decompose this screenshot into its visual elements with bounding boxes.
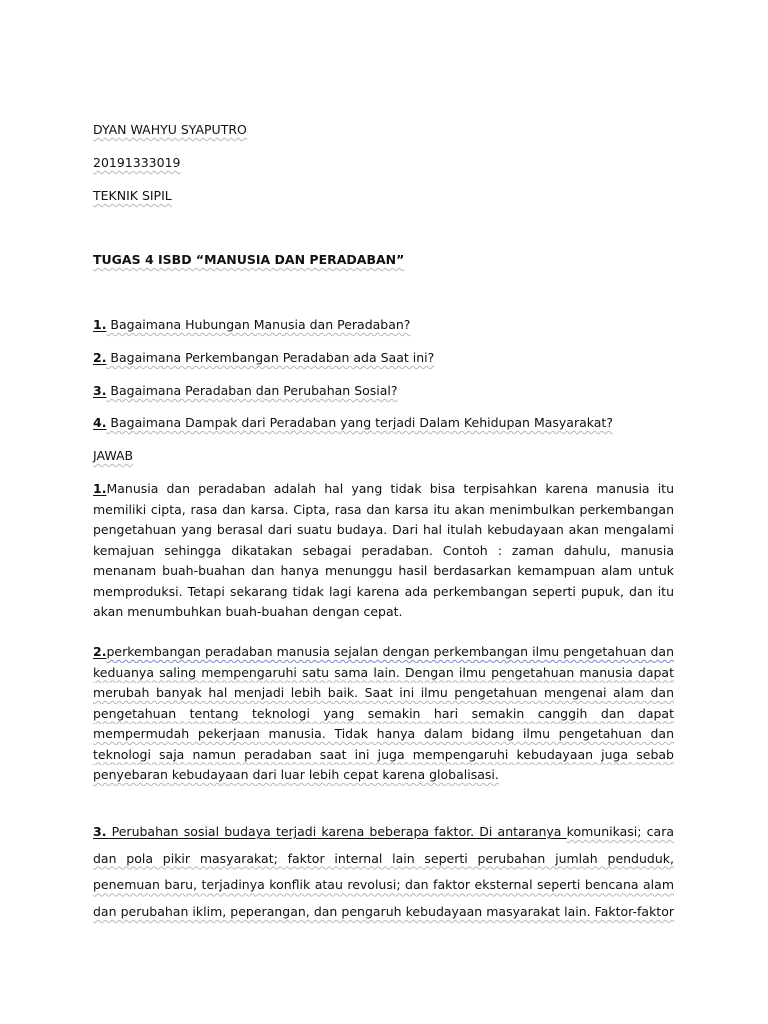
assignment-title: TUGAS 4 ISBD “MANUSIA DAN PERADABAN” (93, 252, 405, 267)
paragraph-line: kemajuan sehingga dikatakan sebagai peradaban. Contoh : zaman dahulu, manusia (93, 542, 674, 558)
paragraph-line: keduanya saling mempengaruhi satu sama lain. Dengan ilmu pengetahuan manusia dapat (93, 664, 674, 680)
paragraph-line: 2.perkembangan peradaban manusia sejalan dengan perkembangan ilmu pengetahuan dan (93, 644, 674, 659)
paragraph-line: 1.Manusia dan peradaban adalah hal yang tidak bisa terpisahkan karena manusia itu (93, 481, 674, 496)
paragraph-line: memproduksi. Tetapi sekarang tidak lagi karena ada perkembangan seperti pupuk, dan itu (93, 583, 674, 599)
answer-3-paragraph (93, 819, 674, 926)
department: TEKNIK SIPIL (93, 188, 172, 203)
question-text: Bagaimana Peradaban dan Perubahan Sosial? (106, 383, 398, 398)
answer-label: JAWAB (93, 448, 134, 463)
author-name: DYAN WAHYU SYAPUTRO (93, 122, 247, 137)
paragraph-line: mempermudah pekerjaan manusia. Tidak hanya dalam bidang ilmu pengetahuan dan (93, 726, 674, 741)
answer-number: 2. (93, 644, 107, 659)
question-text: Bagaimana Hubungan Manusia dan Peradaban? (106, 317, 411, 332)
answer-2-paragraph (93, 642, 674, 786)
answer-number: 3. (93, 824, 107, 839)
student-id: 20191333019 (93, 155, 181, 170)
question-text: Bagaimana Perkembangan Peradaban ada Saat ini? (106, 350, 435, 365)
paragraph-line: memiliki cipta, rasa dan karsa. Cipta, rasa dan karsa itu akan menimbulkan perkembangan (93, 501, 674, 517)
answer-1-paragraph (93, 479, 674, 623)
question-number: 2. (93, 350, 107, 365)
question-text: Bagaimana Dampak dari Peradaban yang terjadi Dalam Kehidupan Masyarakat? (106, 415, 613, 430)
question-4 (93, 414, 613, 431)
paragraph-line: 3. Perubahan sosial budaya terjadi karena beberapa faktor. Di antaranya komunikasi; cara (93, 824, 674, 839)
question-number: 1. (93, 317, 107, 332)
paragraph-line: penyebaran kebudayaan dari luar lebih cepat karena globalisasi. (93, 767, 499, 782)
question-2 (93, 349, 434, 366)
paragraph-line: merubah banyak hal menjadi lebih baik. Saat ini ilmu pengetahuan mengenai alam dan (93, 685, 674, 700)
answer-number: 1. (93, 481, 107, 496)
paragraph-line: pengetahuan yang berasal dari suatu budaya. Dari hal itulah kebudayaan akan mengalami (93, 522, 674, 537)
paragraph-line: pengetahuan tentang teknologi yang semakin hari semakin canggih dan dapat (93, 705, 674, 721)
paragraph-line: penemuan baru, terjadinya konflik atau revolusi; dan faktor eksternal seperti bencana alam (93, 877, 674, 893)
question-3 (93, 382, 398, 399)
question-number: 4. (93, 415, 107, 430)
paragraph-line: dan perubahan iklim, peperangan, dan pengaruh kebudayaan masyarakat lain. Faktor-faktor (93, 904, 674, 920)
paragraph-line: dan pola pikir masyarakat; faktor internal lain seperti perubahan jumlah penduduk, (93, 850, 674, 866)
paragraph-line: teknologi saja namun peradaban saat ini juga mempengaruhi kebudayaan juga sebab (93, 746, 674, 762)
question-number: 3. (93, 383, 107, 398)
question-1 (93, 316, 410, 333)
paragraph-line: akan menumbuhkan buah-buahan dengan cepat. (93, 604, 403, 619)
paragraph-line: menanam buah-buahan dan hanya menunggu hasil berdasarkan kemampuan alam untuk (93, 563, 674, 578)
